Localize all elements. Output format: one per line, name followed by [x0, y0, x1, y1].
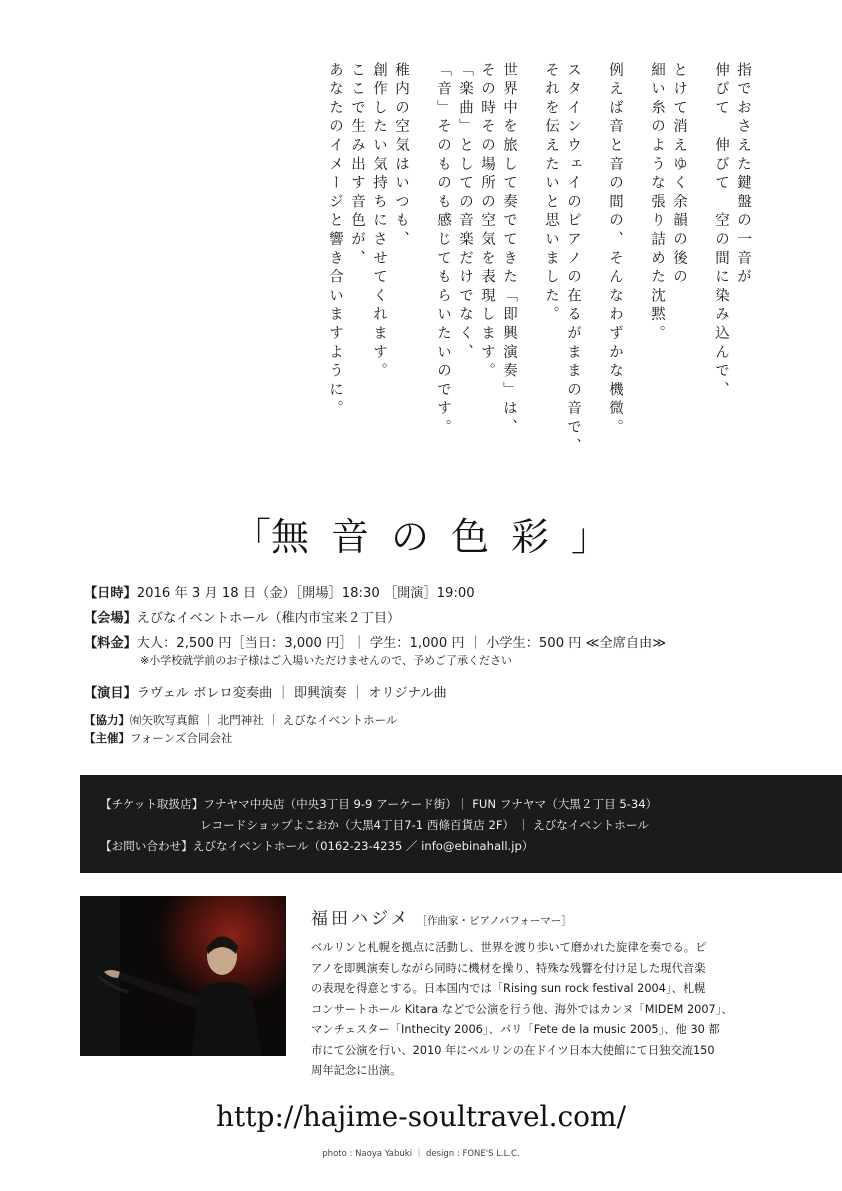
performer-photo — [80, 896, 286, 1056]
event-title — [0, 506, 842, 561]
poem-stanza — [646, 62, 690, 482]
poem-stanza — [604, 62, 626, 482]
bio-header — [311, 904, 781, 929]
venue-label: 【会場】 — [84, 611, 137, 626]
date-row — [84, 582, 804, 607]
bio-line: アノを即興演奏しながら同時に機材を操り、特殊な残響を付け足した現代音楽 — [311, 961, 706, 975]
poem-line: それを伝えたいと思いました。 — [543, 62, 559, 326]
host-row — [84, 730, 804, 748]
title-text: 無音の色彩 — [270, 515, 571, 559]
contact-label: 【お問い合わせ】 — [100, 839, 193, 853]
title-open-bracket: 「 — [232, 515, 271, 559]
ticket-label: 【チケット取扱店】 — [100, 797, 204, 811]
fee-note: ※小学校就学前のお子様はご入場いただけませんので、予めご了承ください — [140, 654, 512, 667]
event-info — [84, 582, 804, 748]
program-label: 【演目】 — [84, 686, 137, 701]
poem-stanza — [432, 62, 520, 482]
poem-line: 指でおさえた鍵盤の一音が — [735, 62, 751, 288]
poem-line: その時その場所の空気を表現します。 — [479, 62, 495, 382]
program-row — [84, 682, 804, 712]
poem-line: 「楽曲」としての音楽だけでなく、 — [457, 62, 473, 363]
date-value: 2016 年 3 月 18 日（金）［開場］18:30 ［開演］19:00 — [136, 586, 475, 601]
poem-line: ここで生み出す音色が、 — [349, 62, 365, 269]
host-value: フォーンズ合同会社 — [130, 731, 233, 745]
program-value: ラヴェル ボレロ変奏曲 ｜ 即興演奏 ｜ オリジナル曲 — [136, 686, 447, 701]
venue-value: えびなイベントホール（稚内市宝来２丁目） — [136, 611, 401, 626]
contact-line — [100, 838, 842, 859]
host-label: 【主催】 — [84, 731, 130, 745]
date-label: 【日時】 — [84, 586, 137, 601]
bio-line: の表現を得意とする。日本国内では「Rising sun rock festival 2004」、札幌 — [311, 982, 706, 995]
ticket-outlets-1: フナヤマ中央店（中央3丁目 9-9 アーケード街）｜ FUN フナヤマ（大黒２丁目 5-34） — [203, 797, 658, 811]
support-row — [84, 712, 804, 730]
ticket-box — [80, 775, 842, 873]
performer-photo-image — [80, 896, 286, 1056]
poem-line: 創作したい気持ちにさせてくれます。 — [371, 62, 387, 382]
poem-stanza — [540, 62, 584, 482]
support-label: 【協力】 — [84, 713, 130, 727]
poem-line: とけて消えゆく余韻の後の — [671, 62, 687, 288]
ticket-line-2 — [100, 817, 842, 838]
performer-name: 福田ハジメ — [311, 909, 411, 929]
poem-text — [304, 62, 754, 482]
title-close-bracket: 」 — [571, 515, 610, 559]
fee-row — [84, 632, 804, 652]
poem-line: 世界中を旅して奏でてきた「即興演奏」は、 — [501, 62, 517, 438]
venue-row — [84, 607, 804, 632]
poem-line: 細い糸のような張り詰めた沈黙。 — [649, 62, 665, 344]
contact-value: えびなイベントホール（0162-23-4235 ／ info@ebinahall.jp） — [192, 839, 534, 853]
ticket-line-1 — [100, 796, 842, 817]
bio-line: コンサートホール Kitara などで公演を行う他、海外ではカンヌ「MIDEM 2007」、 — [311, 1002, 733, 1016]
poem-line: 「音」そのものも感じてもらいたいのです。 — [435, 62, 451, 438]
poem-line: あなたのイメージと響き合いますように。 — [327, 62, 343, 420]
website-link[interactable]: http://hajime-soultravel.com/ — [215, 1100, 627, 1133]
fee-value: 大人：2,500 円［当日：3,000 円］｜ 学生：1,000 円 ｜ 小学生：500 円 ≪全席自由≫ — [136, 636, 667, 651]
poem-line: 稚内の空気はいつも、 — [393, 62, 409, 250]
poem-stanza — [710, 62, 754, 482]
bio-line: 周年記念に出演。 — [311, 1064, 402, 1077]
ticket-outlets-2: レコードショップよこおか（大黒4丁目7-1 西條百貨店 2F） ｜ えびなイベントホール — [200, 818, 649, 832]
bio-line: ベルリンと札幌を拠点に活動し、世界を渡り歩いて磨かれた旋律を奏でる。ピ — [311, 941, 707, 954]
poem-line: 伸びて 伸びて 空の間に染み込んで、 — [713, 62, 729, 401]
fee-label: 【料金】 — [84, 636, 137, 651]
performer-bio — [311, 904, 781, 1082]
credits: photo : Naoya Yabuki ｜ design : FONE'S L.L.C. — [322, 1149, 520, 1159]
support-value: ㈲矢吹写真館 ｜ 北門神社 ｜ えびなイベントホール — [130, 713, 398, 727]
poem-line: 例えば音と音の間の、そんなわずかな機微。 — [607, 62, 623, 438]
poem-stanza — [324, 62, 412, 482]
performer-role: ［作曲家・ピアノパフォーマー］ — [416, 915, 572, 927]
poem-line: スタインウェイのピアノの在るがままの音で、 — [565, 62, 581, 457]
bio-line: マンチェスター「Inthecity 2006」、パリ「Fete de la music 2005」、他 30 都 — [311, 1023, 720, 1036]
bio-line: 市にて公演を行い、2010 年にベルリンの在ドイツ日本大使館にて日独交流150 — [311, 1043, 715, 1057]
bio-text — [311, 938, 781, 1082]
